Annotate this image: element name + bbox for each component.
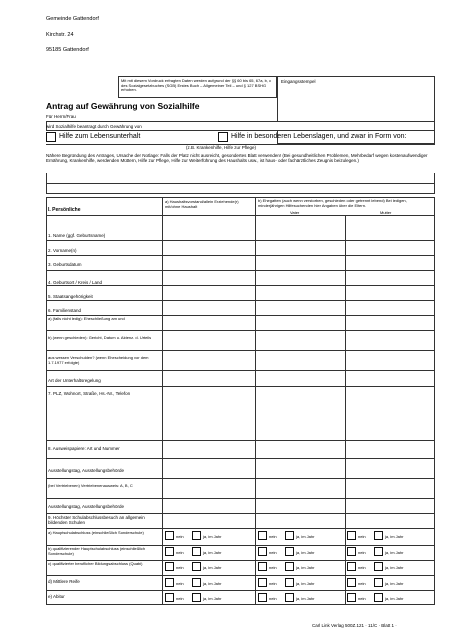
school-yes-year-label: ja, im Jahr — [203, 581, 222, 586]
row-id-issue: Ausstellungstag, Ausstellungsbehörde — [48, 468, 125, 473]
school-no-label: nein — [358, 565, 366, 570]
row-school-header: 9. Höchster Schulabschlussbesuch an allgemein bildenden Schulen — [48, 515, 145, 526]
row-birth-date: 3. Geburtsdatum — [48, 262, 82, 267]
option-special-support-hint: (z.B. Krankenhilfe, Hilfe zur Pflege) — [186, 145, 257, 150]
for-label: Für Herrn/Frau — [46, 114, 76, 119]
sender-line-2: Kirchstr. 24 — [46, 32, 74, 38]
row-marriage-date: a) (falls nicht ledig): Eheschließung am und — [48, 316, 125, 321]
school-mother-row3-no-checkbox[interactable] — [347, 578, 356, 587]
school-yes-year-label: ja, im Jahr — [385, 550, 404, 555]
school-applicant-row0-yes-checkbox[interactable] — [192, 531, 201, 540]
school-no-label: nein — [176, 581, 184, 586]
school-no-label: nein — [358, 581, 366, 586]
school-yes-year-label: ja, im Jahr — [203, 565, 222, 570]
school-no-label: nein — [269, 596, 277, 601]
sender-line-1: Gemeinde Gattendorf — [46, 16, 99, 22]
data-notice-text: Mit mit diesem Vordruck erfragten Daten werden aufgrund der §§ 60 bis 65, 67a, b, c des Sozialgesetzbuches (SGB) Erstes Buch – Allgemeiner Teil – und § 127 BSHG erhoben. — [121, 78, 272, 93]
school-yes-year-label: ja, im Jahr — [296, 534, 315, 539]
row-first-name: 2. Vorname(n) — [48, 248, 77, 253]
school-yes-year-label: ja, im Jahr — [203, 534, 222, 539]
school-yes-year-label: ja, im Jahr — [296, 581, 315, 586]
row-birth-place: 4. Geburtsort / Kreis / Land — [48, 280, 103, 285]
school-father-row2-yes-checkbox[interactable] — [285, 562, 294, 571]
school-father-row0-yes-checkbox[interactable] — [285, 531, 294, 540]
school-father-row4-yes-checkbox[interactable] — [285, 593, 294, 602]
school-father-row4-no-checkbox[interactable] — [258, 593, 267, 602]
school-mother-row0-yes-checkbox[interactable] — [374, 531, 383, 540]
school-father-row3-yes-checkbox[interactable] — [285, 578, 294, 587]
school-no-label: nein — [176, 596, 184, 601]
school-father-row0-no-checkbox[interactable] — [258, 531, 267, 540]
row-divorce-court: b) (wenn geschieden): Gericht, Datum u. Aktenz. d. Urteils — [48, 335, 152, 340]
school-mother-row0-no-checkbox[interactable] — [347, 531, 356, 540]
column-b-header: b) Ehegatten (auch wenn verstorben, geschieden oder getrennt lebend) Bei ledigen, minderjährigen Hilfesuchenden hier Angaben über die Eltern. — [258, 198, 407, 208]
school-father-row3-no-checkbox[interactable] — [258, 578, 267, 587]
form-title: Antrag auf Gewährung von Sozialhilfe — [46, 101, 200, 111]
row-marital-status: 6. Familienstand — [48, 308, 82, 313]
school-yes-year-label: ja, im Jahr — [385, 534, 404, 539]
row-name: 1. Name (ggf. Geburtsname) — [48, 233, 106, 238]
row-expellee-id: (bei Vertriebenen) Vertriebenenausweis: A, B, C — [48, 483, 133, 488]
school-no-label: nein — [269, 550, 277, 555]
school-father-row1-yes-checkbox[interactable] — [285, 547, 294, 556]
school-mother-row4-no-checkbox[interactable] — [347, 593, 356, 602]
school-applicant-row2-no-checkbox[interactable] — [165, 562, 174, 571]
school-applicant-row3-no-checkbox[interactable] — [165, 578, 174, 587]
sender-line-3: 95185 Gattendorf — [46, 47, 89, 53]
school-mother-row2-no-checkbox[interactable] — [347, 562, 356, 571]
school-yes-year-label: ja, im Jahr — [385, 581, 404, 586]
school-father-row1-no-checkbox[interactable] — [258, 547, 267, 556]
school-no-label: nein — [358, 596, 366, 601]
school-no-label: nein — [358, 534, 366, 539]
school-applicant-row0-no-checkbox[interactable] — [165, 531, 174, 540]
row-divorce-fault: aus wessen Verschulden? (wenn Ehescheidung vor dem 1.7.1977 erfolgte) — [48, 355, 149, 365]
row-address: 7. PLZ, Wohnort, Straße, Hs.-Nr., Telefon — [48, 391, 131, 396]
data-notice-box — [118, 76, 277, 98]
option-special-support-checkbox[interactable] — [218, 132, 228, 142]
school-mother-row1-yes-checkbox[interactable] — [374, 547, 383, 556]
row-nationality: 5. Staatsangehörigkeit — [48, 294, 93, 299]
school-applicant-row3-yes-checkbox[interactable] — [192, 578, 201, 587]
school-no-label: nein — [358, 550, 366, 555]
row-maintenance: Art der Unterhaltsregelung — [48, 378, 101, 383]
section-title: I. Persönliche — [48, 207, 81, 213]
column-vater-header: Vater — [290, 210, 300, 215]
school-father-row2-no-checkbox[interactable] — [258, 562, 267, 571]
school-no-label: nein — [269, 581, 277, 586]
school-no-label: nein — [269, 534, 277, 539]
school-yes-year-label: ja, im Jahr — [296, 550, 315, 555]
option-special-support-label: Hilfe in besonderen Lebenslagen, und zwar in Form von: — [231, 133, 407, 140]
row-id-documents: 8. Ausweispapiere: Art und Nummer — [48, 446, 120, 451]
school-mother-row3-yes-checkbox[interactable] — [374, 578, 383, 587]
school-applicant-row4-no-checkbox[interactable] — [165, 593, 174, 602]
school-yes-year-label: ja, im Jahr — [296, 565, 315, 570]
school-no-label: nein — [176, 534, 184, 539]
school-applicant-row1-yes-checkbox[interactable] — [192, 547, 201, 556]
column-mutter-header: Mutter — [380, 210, 392, 215]
school-applicant-row4-yes-checkbox[interactable] — [192, 593, 201, 602]
school-no-label: nein — [269, 565, 277, 570]
option-living-support-checkbox[interactable] — [46, 132, 56, 142]
school-applicant-row1-no-checkbox[interactable] — [165, 547, 174, 556]
school-yes-year-label: ja, im Jahr — [203, 550, 222, 555]
school-mother-row4-yes-checkbox[interactable] — [374, 593, 383, 602]
row-school-c: c) qualifizierter beruflicher Bildungsabschluss (Quabi) — [48, 561, 143, 566]
footer-publisher: Carl Link Verlag 500Z.121 · 11/C · Blatt 1 · — [312, 623, 397, 628]
school-yes-year-label: ja, im Jahr — [385, 596, 404, 601]
personal-data-table — [46, 197, 435, 605]
school-mother-row1-no-checkbox[interactable] — [347, 547, 356, 556]
row-school-d: d) Mittlere Reife — [48, 579, 80, 584]
requested-label: wird Sozialhilfe beantragt durch Gewährung von — [46, 124, 142, 129]
row-school-b: b) qualifizierender Hauptschulabschluss (einschließlich Sonderschule) — [48, 546, 146, 556]
column-a-header: a) Haushaltsvorstand/allein Erziehende(r) mit/ohne Haushalt — [165, 199, 239, 209]
school-yes-year-label: ja, im Jahr — [385, 565, 404, 570]
option-living-support-label: Hilfe zum Lebensunterhalt — [59, 133, 141, 140]
school-no-label: nein — [176, 565, 184, 570]
school-yes-year-label: ja, im Jahr — [203, 596, 222, 601]
reason-instructions: Nähere Begründung des Antrages, Ursache der Notlage: Falls der Platz nicht ausreicht, gesondertes Blatt verwenden! (Bei gesundheitlichen Problemen, Mehrbedarf wegen kostenaufwendiger Ernährung, Krankenhilfe, werdenden Müttern, Hilfe zur Pflege, Hilfe zur Weiterführung des Haushalts usw., ist haus- oder fachärztliches Zeugnis beizulegen.) — [46, 153, 428, 164]
row-expellee-issue: Ausstellungstag, Ausstellungsbehörde — [48, 504, 125, 509]
school-yes-year-label: ja, im Jahr — [296, 596, 315, 601]
school-no-label: nein — [176, 550, 184, 555]
row-school-a: a) Hauptschulabschluss (einschließlich Sonderschule) — [48, 530, 144, 535]
school-mother-row2-yes-checkbox[interactable] — [374, 562, 383, 571]
row-school-e: e) Abitur — [48, 594, 65, 599]
receipt-stamp-label: Eingangsstempel — [281, 79, 316, 84]
school-applicant-row2-yes-checkbox[interactable] — [192, 562, 201, 571]
